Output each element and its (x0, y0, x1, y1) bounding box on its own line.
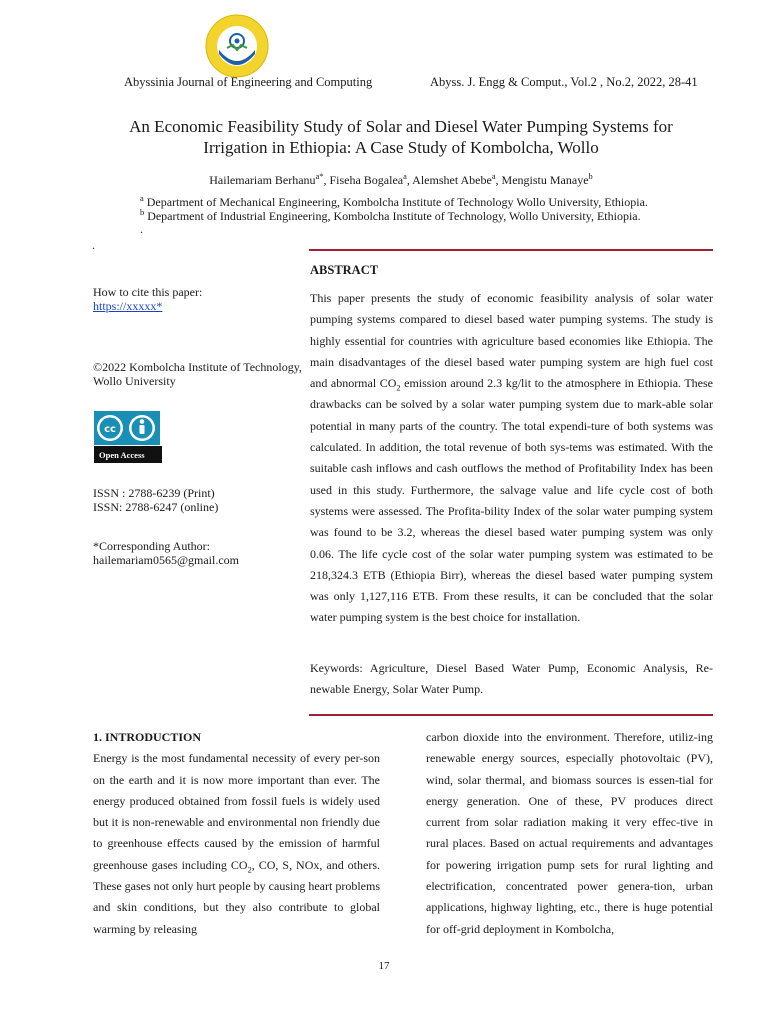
stray-dot: . (92, 238, 95, 252)
author-list (90, 173, 712, 188)
svg-text:cc: cc (104, 424, 116, 435)
keywords: Keywords: Agriculture, Diesel Based Water Pump, Economic Analysis, Re-newable Energy, Solar Water Pump. (310, 661, 713, 697)
co2-subscript: 2 (396, 383, 401, 393)
page-number: 17 (378, 960, 390, 972)
cite-link[interactable]: https://xxxxx* (93, 299, 163, 313)
intro-left-column (93, 727, 380, 940)
issn-online: ISSN: 2788-6247 (online) (93, 500, 219, 514)
co2-subscript: 2 (247, 865, 252, 875)
author-2-mark: a (403, 172, 407, 181)
intro-heading: 1. INTRODUCTION (93, 730, 202, 744)
affiliation-b-text: Department of Industrial Engineering, Kombolcha Institute of Technology, Wollo University, Ethiopia. (147, 209, 641, 223)
abstract-heading: ABSTRACT (310, 263, 379, 277)
title-line-1: An Economic Feasibility Study of Solar and Diesel Water Pumping Systems for (129, 117, 673, 136)
author-2: , Fiseha Bogalea (323, 173, 404, 187)
abstract-part-1: This paper presents the study of economic feasibility analysis of solar water pumping systems compared to diesel based water pumping systems. The study is highly essential for countries with agriculture based economies like Ethiopia. The main disadvantages of the diesel based water pumping system are high fuel cost and abnormal CO (310, 291, 713, 391)
open-access-label: Open Access (99, 450, 145, 460)
corresponding-author: *Corresponding Author: hailemariam0565@gmail.com (93, 539, 240, 567)
affiliation-a-text: Department of Mechanical Engineering, Kombolcha Institute of Technology Wollo University, Ethiopia. (146, 195, 648, 209)
author-3-mark: a (491, 172, 496, 181)
affiliation-b-mark: b (140, 208, 145, 217)
affiliation-a-mark: a (140, 194, 144, 203)
author-1: Hailemariam Berhanu (209, 173, 316, 187)
affiliation-b (140, 209, 641, 224)
how-to-cite (93, 285, 303, 313)
intro-left-part-2: , CO, S, NOx, and others. These gases not only hurt people by causing heart problems and skin conditions, but they also contribute to global warming by releasing (93, 857, 380, 936)
issn-info (93, 486, 303, 514)
stray-dot: . (140, 222, 143, 236)
abstract-bottom-rule (309, 714, 713, 716)
paper-title (90, 116, 712, 158)
journal-logo (205, 14, 269, 78)
journal-name: Abyssinia Journal of Engineering and Computing (124, 75, 373, 89)
author-4-mark: b (588, 172, 593, 181)
issn-print: ISSN : 2788-6239 (Print) (93, 486, 215, 500)
abstract-part-2: emission around 2.3 kg/lit to the atmosphere in Ethiopia. These drawbacks can be solved by a solar water pumping system due to mark-able solar potential in many parts of the country. The total expendi-ture of both systems was calculated. In addition, the total revenue of both sys-tems was estimated. With the suitable cash inflows and cash outflows the method of Profitability Index has been used in this study. Furthermore, the salvage value and life cycle cost of both systems were assessed. The Profita-bility Index of the solar water pumping system was found to be 3.2, whereas the diesel based water pumping system was only 0.06. The life cycle cost of the solar water pumping system was estimated to be 218,324.3 ETB (Ethiopia Birr), whereas the diesel based water pumping system was only 1,127,116 ETB. From these results, it can be concluded that the solar water pumping system is the best choice for installation. (310, 376, 714, 625)
intro-left-text (93, 748, 380, 940)
creative-commons-badge (93, 410, 163, 464)
cite-label: How to cite this paper: (93, 285, 203, 299)
affiliation-a (140, 195, 648, 210)
author-4: , Mengistu Manaye (495, 173, 589, 187)
intro-right-column: carbon dioxide into the environment. Therefore, utiliz-ing renewable energy sources, especially photovoltaic (PV), wind, solar thermal, and biomass sources is essen-tial for energy generation. One of these, PV produces direct current from solar radiation making it very effec-tive in rural places. Based on actual requirements and advantages for powering irrigation pump sets for rural lighting and electrification, concentrated power genera-tion, urban applications, highway lighting, etc., there is huge potential for off-grid deployment in Kombolcha, (426, 730, 713, 936)
copyright-notice: ©2022 Kombolcha Institute of Technology, Wollo University (93, 360, 302, 388)
author-3: , Alemshet Abebe (406, 173, 492, 187)
title-line-2: Irrigation in Ethiopia: A Case Study of Kombolcha, Wollo (203, 138, 599, 157)
abstract-text (310, 288, 713, 629)
intro-left-part-1: Energy is the most fundamental necessity of every per-son on the earth and it is now more important than ever. The energy produced obtained from fossil fuels is widely used but it is non-renewable and environmental non friendly due to greenhouse effects caused by the emission of harmful greenhouse gases including CO (93, 751, 380, 872)
author-1-mark: a* (315, 172, 324, 181)
journal-citation: Abyss. J. Engg & Comput., Vol.2 , No.2, 2022, 28-41 (430, 75, 698, 89)
abstract-top-rule (309, 249, 713, 251)
